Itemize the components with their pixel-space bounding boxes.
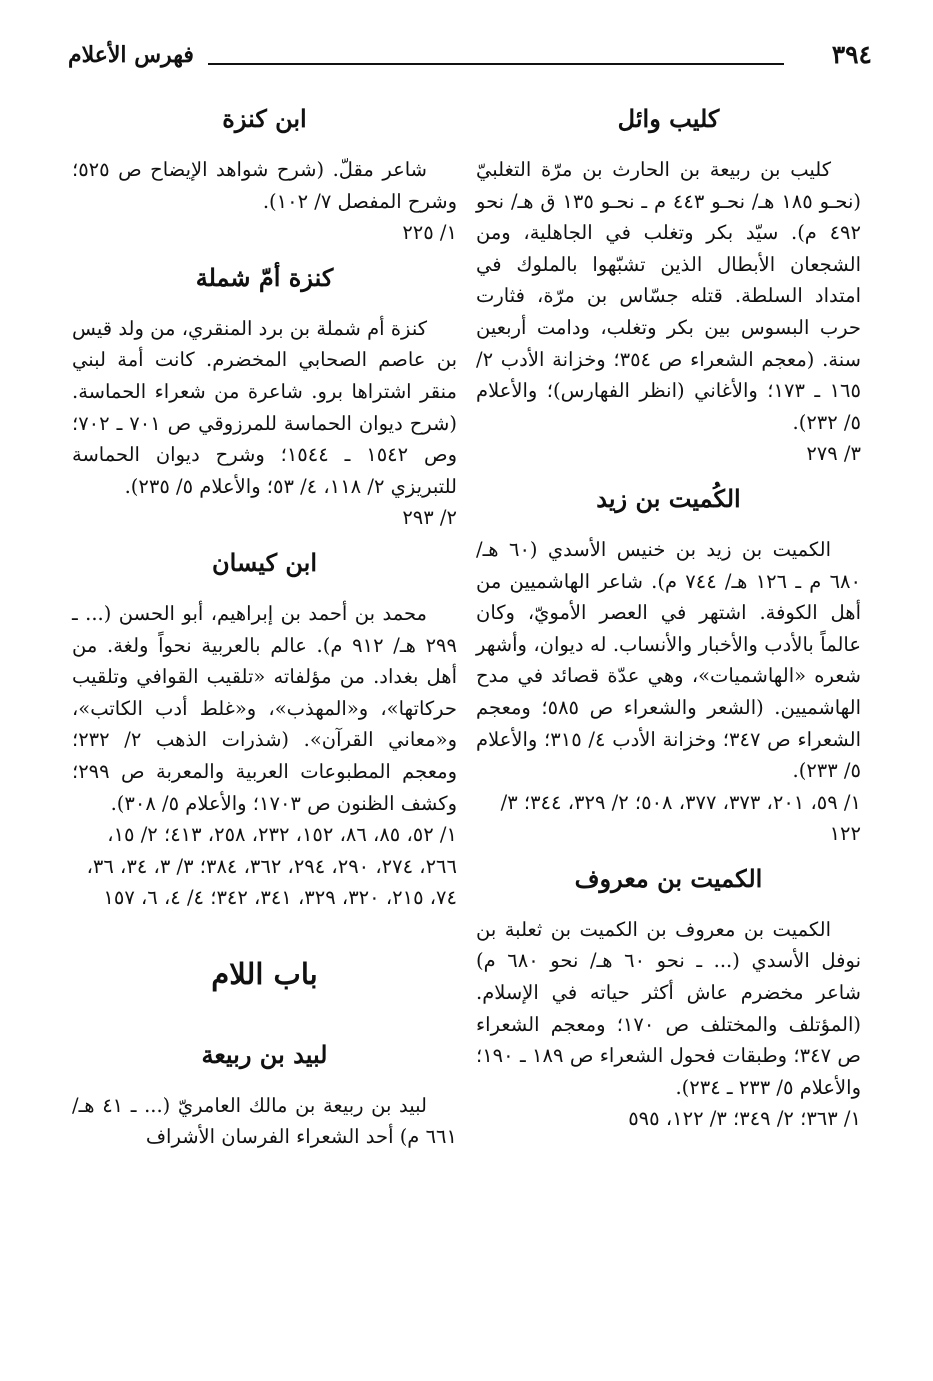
entry-references: ١/ ٢٢٥	[402, 221, 457, 245]
entry-title: ابن كنزة	[222, 104, 307, 133]
chapter-heading: باب اللام	[211, 956, 318, 991]
entry-references: ١/ ٥٩، ٢٠١، ٣٧٣، ٣٧٧، ٥٠٨؛ ٢/ ٣٢٩، ٣٤٤؛ ٣/ ١٢٢	[500, 790, 861, 846]
entry-references: ١/ ٣٦٣؛ ٢/ ٣٤٩؛ ٣/ ١٢٢، ٥٩٥	[628, 1107, 861, 1131]
entry-body: الكميت بن معروف بن الكميت بن ثعلبة بن نوفل الأسدي (... ـ نحو ٦٠ هـ/ نحو ٦٨٠ م) شاعر مخضرم عاش أكثر حياته في الإسلام. (المؤتلف والمختلف ص ١٧٠؛ ومعجم الشعراء ص ٣٤٧؛ وطبقات فحول الشعراء ص ١٨٩ ـ ١٩٠؛ والأعلام ٥/ ٢٣٣ ـ ٢٣٤).	[476, 917, 861, 1099]
entry-references: ٢/ ٢٩٣	[402, 506, 457, 530]
index-entry	[476, 102, 861, 470]
entry-body: الكميت بن زيد بن خنيس الأسدي (٦٠ هـ/ ٦٨٠ م ـ ١٢٦ هـ/ ٧٤٤ م). شاعر الهاشميين من أهل الكوفة. اشتهر في العصر الأمويّ، وكان عالماً بالأدب والأخبار والأنساب. له ديوان، وأشهر شعره «الهاشميات»، وهي عدّة قصائد في مدح الهاشميين. (الشعر والشعراء ص ٥٨٥؛ ومعجم الشعراء ص ٣٤٧؛ وخزانة الأدب ٤/ ٣١٥؛ والأعلام ٥/ ٢٣٣).	[476, 537, 861, 783]
entry-body: لبيد بن ربيعة بن مالك العامريّ (... ـ ٤١ هـ/ ٦٦١ م) أحد الشعراء الفرسان الأشراف	[72, 1093, 457, 1149]
left-column	[72, 98, 457, 1165]
entry-title: الكميت بن معروف	[574, 863, 763, 893]
entry-title: الكُميت بن زيد	[596, 483, 741, 513]
entry-title: كليب وائل	[617, 104, 720, 133]
running-title: فهرس الأعلام	[68, 42, 194, 68]
entry-title: ابن كيسان	[212, 547, 317, 577]
index-entry	[72, 546, 457, 914]
index-entry	[72, 1038, 457, 1153]
entry-title: كنزة أمّ شملة	[195, 262, 334, 292]
index-entry	[476, 482, 861, 850]
entry-body: كليب بن ربيعة بن الحارث بن مرّة التغلبيّ (نحـو ١٨٥ هـ/ نحـو ٤٤٣ م ـ نحـو ١٣٥ ق هـ/ نحو ٤٩٢ م). سيّد بكر وتغلب في الجاهلية، ومن الشجعان الأبطال الذين تشبّهوا بالملوك في امتداد السلطة. قتله جسّاس بن مرّة، فثارت حرب البسوس بين بكر وتغلب، ودامت أربعين سنة. (معجم الشعراء ص ٣٥٤؛ وخزانة الأدب ٢/ ١٦٥ ـ ١٧٣؛ والأغاني (انظر الفهارس)؛ والأعلام ٥/ ٢٣٢).	[476, 158, 862, 434]
entry-title: لبيد بن ربيعة	[201, 1039, 328, 1069]
index-entry	[72, 102, 457, 249]
entry-references: ٣/ ٢٧٩	[806, 442, 861, 466]
entry-body: شاعر مقلّ. (شرح شواهد الإيضاح ص ٥٢٥؛ وشرح المفصل ٧/ ١٠٢).	[72, 158, 457, 213]
entry-body: محمد بن أحمد بن إبراهيم، أبو الحسن (... ـ ٢٩٩ هـ/ ٩١٢ م). عالم بالعربية نحواً ولغة. من أهل بغداد. من مؤلفاته «تلقيب القوافي وتلقيب حركاتها»، و«المهذب»، و«غلط أدب الكاتب»، و«معاني القرآن». (شذرات الذهب ٢/ ٢٣٢؛ ومعجم المطبوعات العربية والمعربة ص ٢٩٩؛ وكشف الظنون ص ١٧٠٣؛ والأعلام ٥/ ٣٠٨).	[72, 601, 457, 815]
right-column	[476, 98, 861, 1147]
page-number: ٣٩٤	[831, 40, 872, 69]
index-entry	[476, 862, 861, 1135]
header-rule	[208, 63, 784, 65]
page-header	[68, 36, 872, 76]
entry-body: كنزة أم شملة بن برد المنقري، من ولد قيس بن عاصم الصحابي المخضرم. كانت أمة لبني منقر اشتراها برو. شاعرة من شعراء الحماسة. (شرح ديوان الحماسة للمرزوقي ص ٧٠١ ـ ٧٠٢؛ وص ١٥٤٢ ـ ١٥٤٤؛ وشرح ديوان الحماسة للتبريزي ٢/ ١١٨، ٤/ ٥٣؛ والأعلام ٥/ ٢٣٥).	[72, 316, 457, 498]
entry-references: ١/ ٥٢، ٨٥، ٨٦، ١٥٢، ٢٣٢، ٢٥٨، ٤١٣؛ ٢/ ١٥، ٢٦٦، ٢٧٤، ٢٩٠، ٢٩٤، ٣٦٢، ٣٨٤؛ ٣/ ٣، ٣٤، ٣٦، ٧٤، ٢١٥، ٣٢٠، ٣٢٩، ٣٤١، ٣٤٢؛ ٤/ ٤، ٦، ١٥٧	[86, 823, 457, 910]
index-entry	[72, 261, 457, 534]
